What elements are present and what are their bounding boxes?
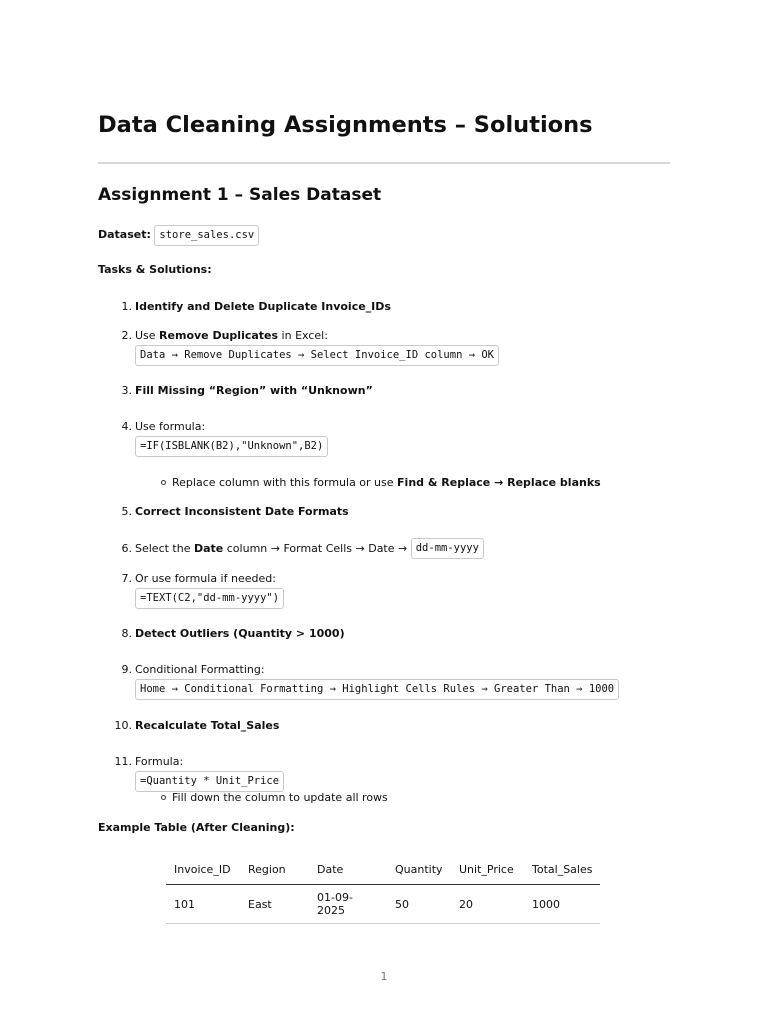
item-number: 11. (114, 755, 132, 768)
dataset-label: Dataset: (98, 228, 151, 241)
item-text-bold: Date (193, 542, 224, 555)
table-header-row (166, 855, 600, 885)
code-snippet: =TEXT(C2,"dd-mm-yyyy") (135, 588, 284, 609)
code-snippet: =Quantity * Unit_Price (135, 771, 284, 792)
item-text: Correct Inconsistent Date Formats (135, 505, 349, 518)
column-header: Region (240, 855, 309, 885)
table-cell: East (240, 885, 309, 924)
code-snippet: =IF(ISBLANK(B2),"Unknown",B2) (135, 436, 328, 457)
circle-bullet-icon (161, 480, 166, 485)
item-text-post: in Excel: (278, 329, 328, 342)
item-number: 5. (121, 505, 132, 518)
column-header: Quantity (387, 855, 451, 885)
item-text (135, 542, 484, 559)
item-number: 8. (121, 627, 132, 640)
column-header: Unit_Price (451, 855, 524, 885)
sub-bullet (161, 476, 601, 490)
item-number: 6. (121, 542, 132, 555)
item-text: Formula: (135, 755, 184, 768)
item-text (135, 329, 328, 343)
table-cell: 101 (166, 885, 240, 924)
item-number: 3. (121, 384, 132, 397)
item-number: 4. (121, 420, 132, 433)
sub-text-bold: Find & Replace → Replace blanks (397, 476, 601, 489)
item-number: 1. (121, 300, 132, 313)
item-text-bold: Remove Duplicates (159, 329, 279, 342)
circle-bullet-icon (161, 795, 166, 800)
item-text: Use formula: (135, 420, 206, 433)
tasks-label: Tasks & Solutions: (98, 263, 212, 276)
example-table (166, 855, 600, 924)
table-cell: 20 (451, 885, 524, 924)
column-header: Total_Sales (524, 855, 600, 885)
item-number: 9. (121, 663, 132, 676)
item-number: 7. (121, 572, 132, 585)
sub-text: Fill down the column to update all rows (172, 791, 388, 804)
dataset-file: store_sales.csv (154, 225, 259, 246)
table-cell: 50 (387, 885, 451, 924)
example-label: Example Table (After Cleaning): (98, 821, 295, 834)
page-number: 1 (380, 970, 388, 983)
code-snippet: Home → Conditional Formatting → Highlight Cells Rules → Greater Than → 1000 (135, 679, 619, 700)
column-header: Date (309, 855, 387, 885)
code-snippet: dd-mm-yyyy (411, 538, 484, 559)
item-text-post: column → Format Cells → Date → (223, 542, 411, 555)
code-snippet: Data → Remove Duplicates → Select Invoice_ID column → OK (135, 345, 499, 366)
item-text: Fill Missing “Region” with “Unknown” (135, 384, 373, 397)
sub-text-pre: Replace column with this formula or use (172, 476, 398, 489)
assignment-heading: Assignment 1 – Sales Dataset (98, 185, 382, 205)
sub-bullet (161, 791, 388, 805)
item-text: Conditional Formatting: (135, 663, 265, 676)
table-cell: 1000 (524, 885, 600, 924)
item-number: 10. (114, 719, 132, 732)
item-number: 2. (121, 329, 132, 342)
item-text: Detect Outliers (Quantity > 1000) (135, 627, 345, 640)
item-text-pre: Select the (135, 542, 194, 555)
item-text: Identify and Delete Duplicate Invoice_IDs (135, 300, 391, 313)
page-title: Data Cleaning Assignments – Solutions (98, 112, 593, 138)
table-cell: 01-09-2025 (309, 885, 387, 924)
item-text: Recalculate Total_Sales (135, 719, 280, 732)
table-row (166, 885, 600, 924)
item-text-pre: Use (135, 329, 160, 342)
dataset-line (98, 225, 259, 246)
item-text: Or use formula if needed: (135, 572, 276, 585)
title-divider (98, 162, 670, 164)
column-header: Invoice_ID (166, 855, 240, 885)
